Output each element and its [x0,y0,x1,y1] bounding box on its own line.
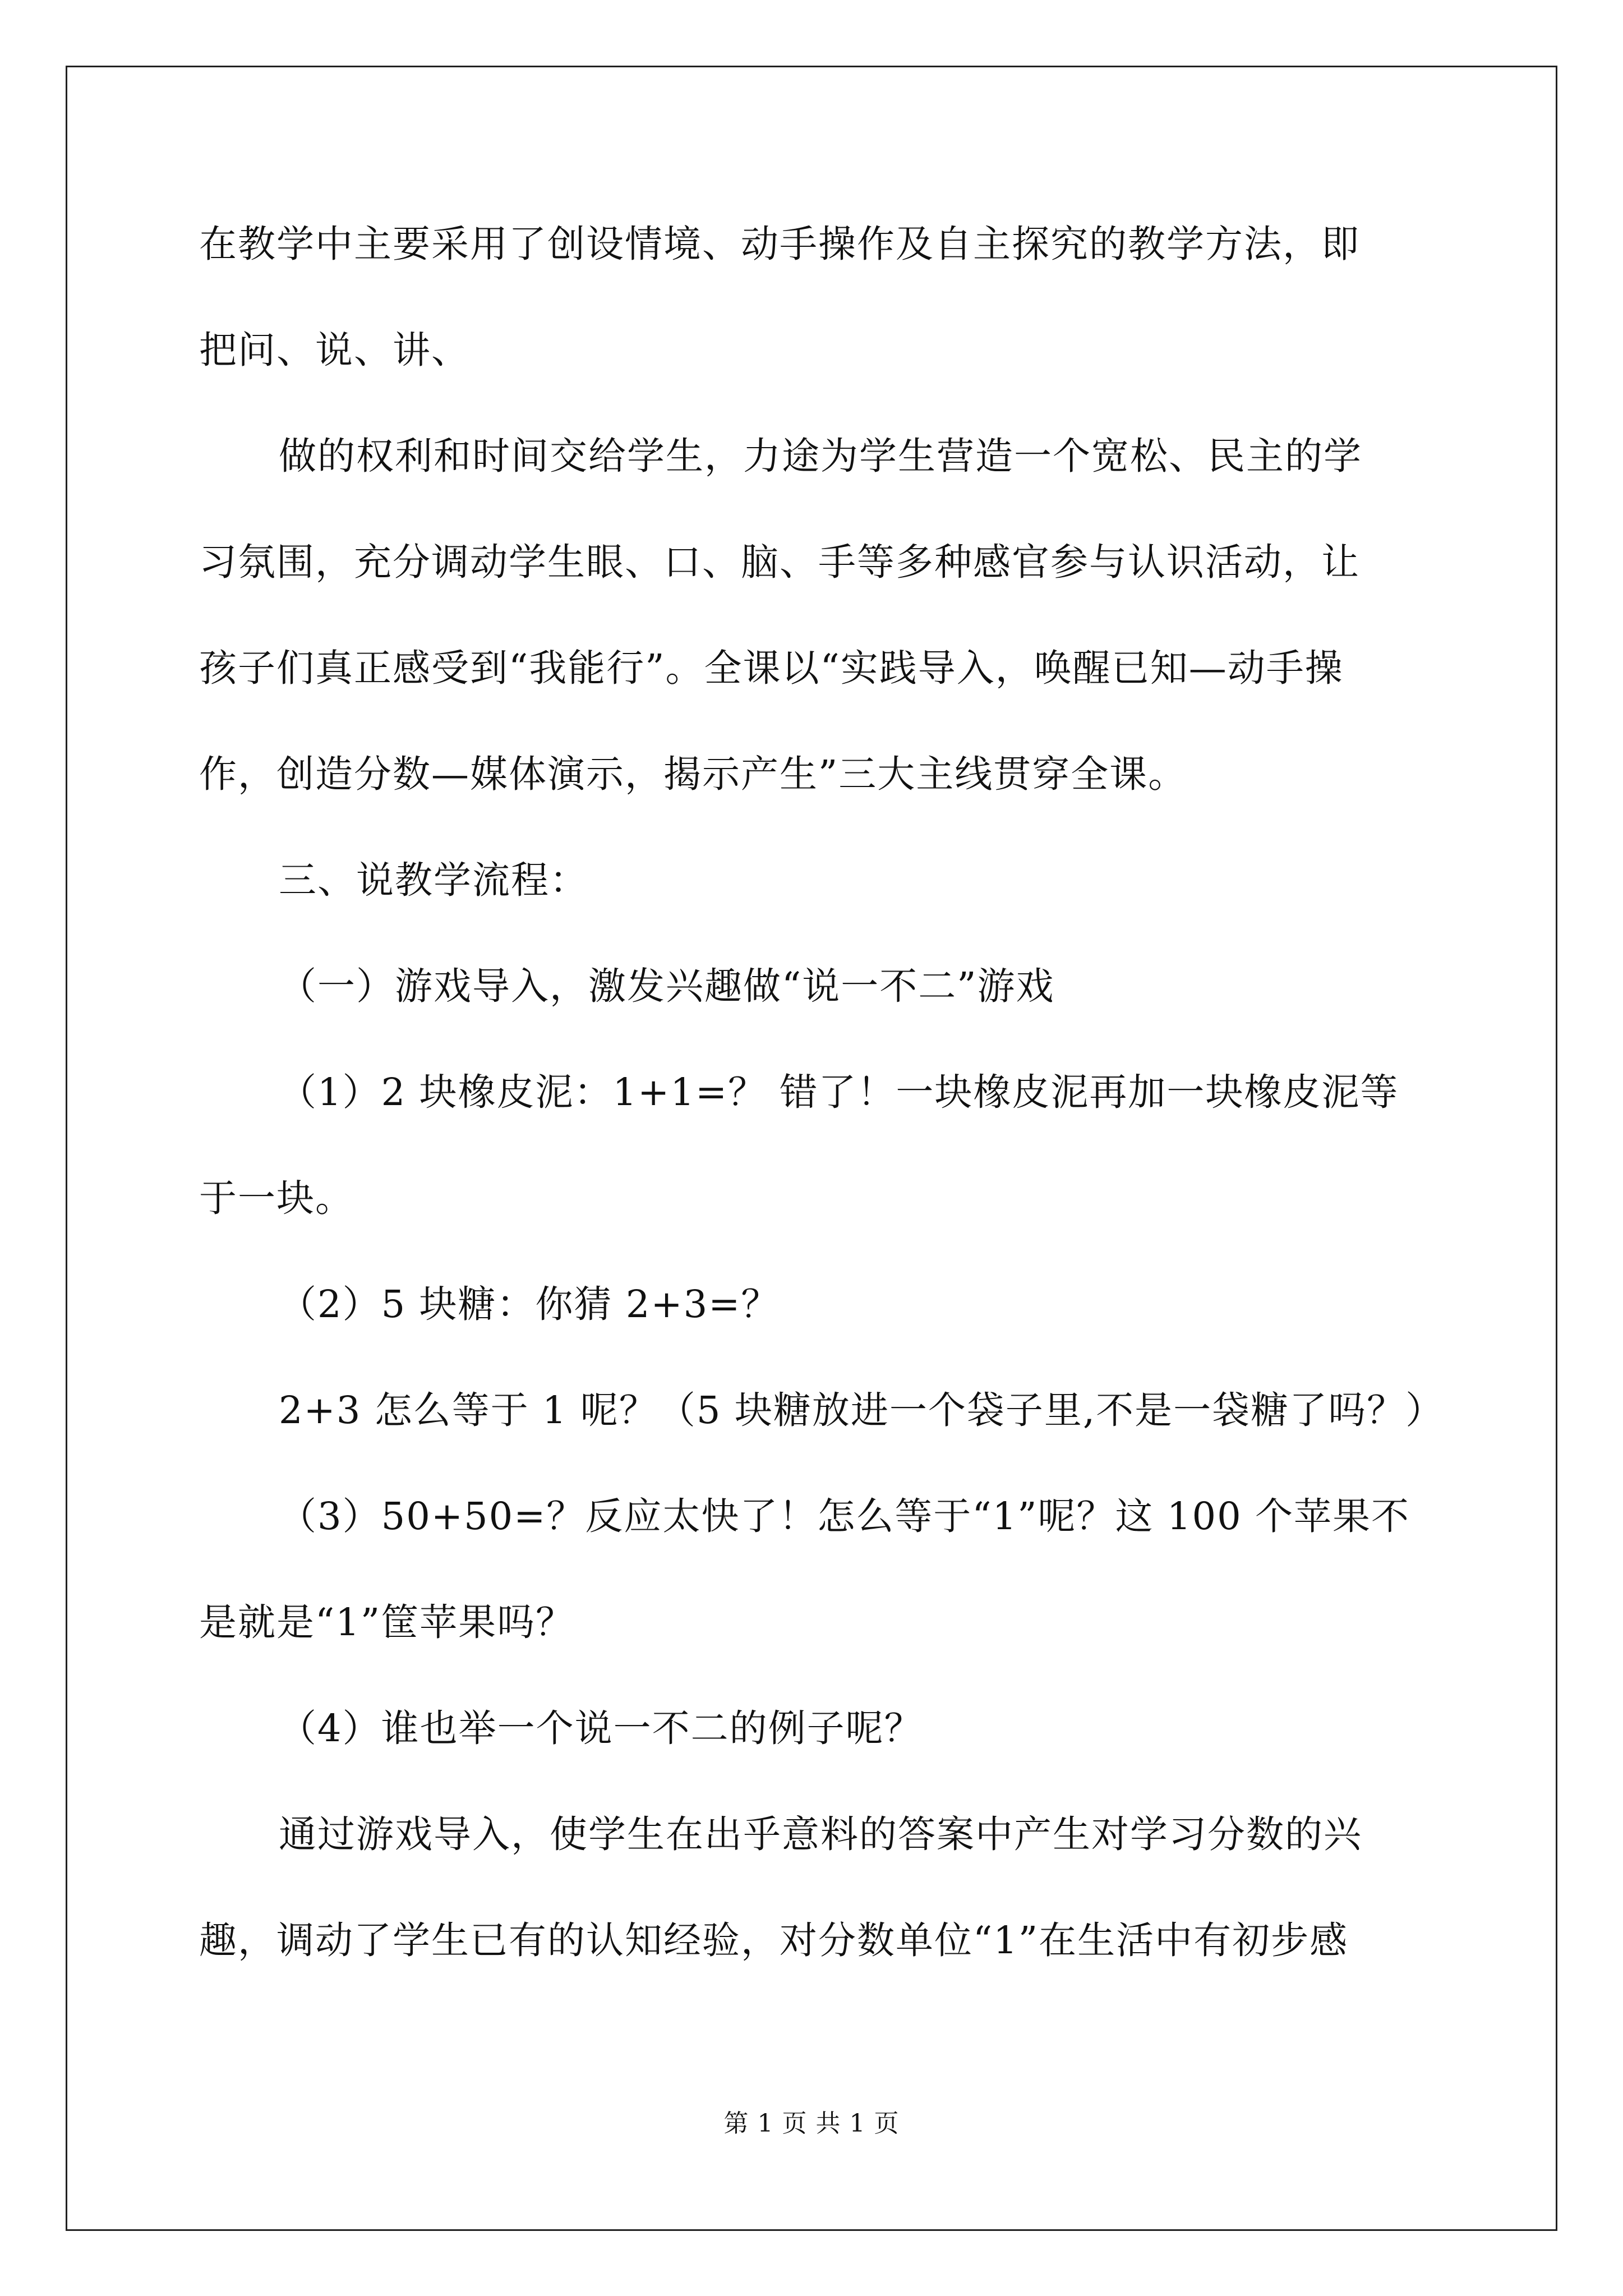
page-frame [66,66,1557,2231]
text-line: （2）5 块糖：你猜 2+3=？ [279,1282,780,1326]
text-line: （3）50+50=？反应太快了！怎么等于“1”呢？这 100 个苹果不 [279,1494,1410,1538]
text-line: 2+3 怎么等于 1 呢？（5 块糖放进一个袋子里,不是一袋糖了吗？） [279,1388,1445,1432]
text-line: 在教学中主要采用了创设情境、动手操作及自主探究的教学方法，即 [199,222,1360,266]
text-line: 是就是“1”筐苹果吗？ [199,1600,575,1644]
text-line: 通过游戏导入，使学生在出乎意料的答案中产生对学习分数的兴 [279,1812,1362,1856]
text-line: 作，创造分数—媒体演示，揭示产生”三大主线贯穿全课。 [199,752,1187,796]
text-line: 把问、说、讲、 [199,328,470,372]
text-line: 趣，调动了学生已有的认知经验，对分数单位“1”在生活中有初步感 [199,1918,1349,1962]
subsection-heading: （一）游戏导入，激发兴趣做“说一不二”游戏 [279,964,1055,1008]
text-line: 孩子们真正感受到“我能行”。全课以“实践导入，唤醒已知—动手操 [199,646,1344,690]
text-line: （1）2 块橡皮泥：1+1=？ 错了！一块橡皮泥再加一块橡皮泥等 [279,1070,1399,1114]
section-heading: 三、说教学流程： [279,858,588,902]
text-line: 于一块。 [199,1176,354,1220]
text-line: （4）谁也举一个说一不二的例子呢？ [279,1706,923,1750]
text-line: 习氛围，充分调动学生眼、口、脑、手等多种感官参与认识活动，让 [199,540,1360,584]
text-line: 做的权利和时间交给学生，力途为学生营造一个宽松、民主的学 [279,434,1362,478]
page-number-footer: 第 1 页 共 1 页 [723,2109,900,2138]
